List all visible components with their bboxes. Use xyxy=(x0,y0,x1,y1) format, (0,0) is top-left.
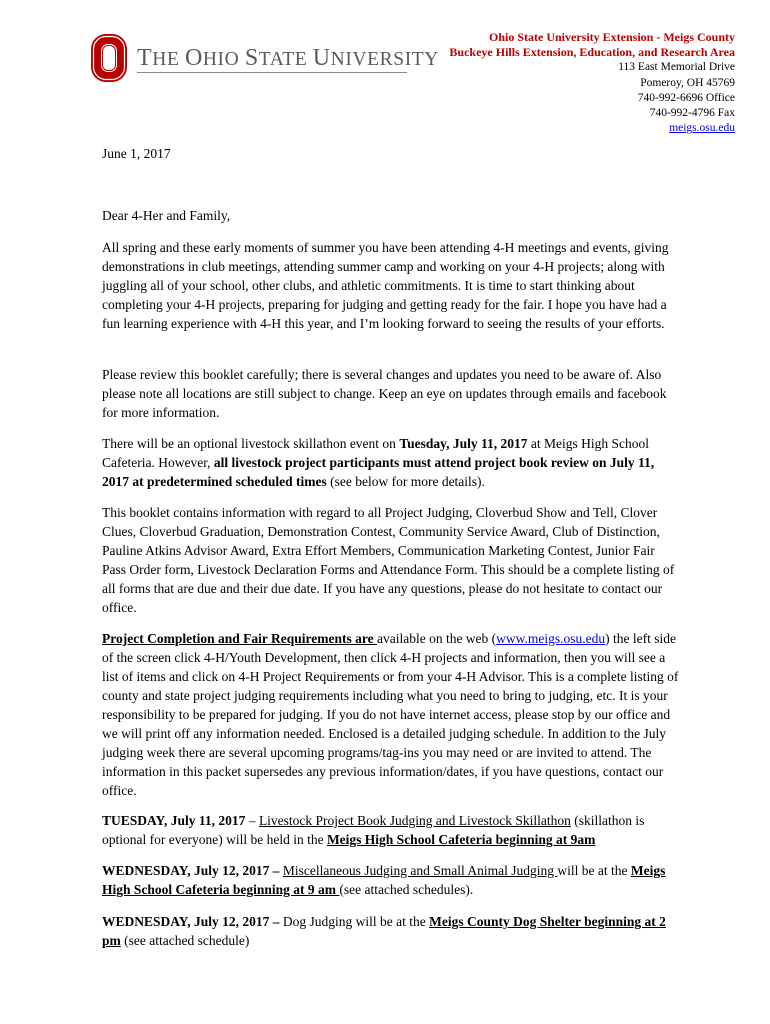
paragraph-wednesday-misc: WEDNESDAY, July 12, 2017 – Miscellaneous Judging and Small Animal Judging will be at the Meigs High School Cafeteria beginning at 9 am (see attached schedules). xyxy=(102,863,666,897)
paragraph-tuesday: TUESDAY, July 11, 2017 – Livestock Project Book Judging and Livestock Skillathon (skillathon is optional for everyone) will be held in the Meigs High School Cafeteria beginning at 9am xyxy=(102,813,645,847)
org-line-1: Ohio State University Extension - Meigs County xyxy=(489,30,735,44)
salutation: Dear 4-Her and Family, xyxy=(102,208,231,223)
paragraph-requirements: Project Completion and Fair Requirements are available on the web (www.meigs.osu.edu) the left side of the screen click 4-H/Youth Development, then click 4-H projects and information, then you will see a list of items and click on 4-H Project Requirements or from your 4-H Advisor. This is a complete listing of county and state project judging requirements including what you need to bring to judging, etc. It is your responsibility to be prepared for judging. If you do not have internet access, please stop by our office and we will print off any information needed. Enclosed is a detailed judging schedule. In addition to the July judging week there are several upcoming programs/tag-ins you may need or are invited to attend. The information in this packet supersedes any previous information/dates, if you have questions, contact our office. xyxy=(102,631,679,798)
paragraph-intro: All spring and these early moments of summer you have been attending 4-H meetings and events, giving demonstrations in club meetings, attending summer camp and working on your 4-H projects; along with juggling all of your school, other clubs, and athletic commitments. It is time to start thinking about completing your 4-H projects, preparing for judging and getting ready for the fair. I hope you have had a fun learning experience with 4-H this year, and I’m looking forward to seeing the results of your efforts. xyxy=(102,240,669,331)
paragraph-review: Please review this booklet carefully; there is several changes and updates you need to be aware of. Also please note all locations are still subject to change. Keep an eye on updates through emails and facebook for more information. xyxy=(102,367,667,420)
logo-divider xyxy=(137,72,407,73)
block-o-logo-icon xyxy=(89,32,129,84)
osu-web-link[interactable]: www.meigs.osu.edu xyxy=(496,631,606,646)
city-state-zip: Pomeroy, OH 45769 xyxy=(640,76,735,89)
street-address: 113 East Memorial Drive xyxy=(618,61,735,74)
osu-logo xyxy=(89,32,439,84)
paragraph-wednesday-dog: WEDNESDAY, July 12, 2017 – Dog Judging will be at the Meigs County Dog Shelter beginning at 2 pm (see attached schedule) xyxy=(102,914,666,948)
university-name: THE OHIO STATE UNIVERSITY xyxy=(137,45,439,71)
letter-date: June 1, 2017 xyxy=(102,146,171,161)
website-link[interactable]: meigs.osu.edu xyxy=(669,122,735,135)
letterhead-address xyxy=(449,30,735,136)
paragraph-skillathon: There will be an optional livestock skillathon event on Tuesday, July 11, 2017 at Meigs High School Cafeteria. However, all livestock project participants must attend project book review on July 11, 2017 at predetermined scheduled times (see below for more details). xyxy=(102,436,655,489)
org-line-2: Buckeye Hills Extension, Education, and Research Area xyxy=(449,45,735,60)
paragraph-booklet: This booklet contains information with regard to all Project Judging, Cloverbud Show and Tell, Clover Clues, Cloverbud Graduation, Demonstration Contest, Community Service Award, Club of Distinction, Pauline Atkins Advisor Award, Extra Effort Members, Communication Marketing Contest, Junior Fair Pass Order form, Livestock Declaration Forms and Attendance Form. This should be a complete listing of all forms that are due and their due date. If you have any questions, please do not hesitate to contact our office. xyxy=(102,505,675,615)
fax-number: 740-992-4796 Fax xyxy=(649,107,735,120)
office-phone: 740-992-6696 Office xyxy=(637,91,735,104)
